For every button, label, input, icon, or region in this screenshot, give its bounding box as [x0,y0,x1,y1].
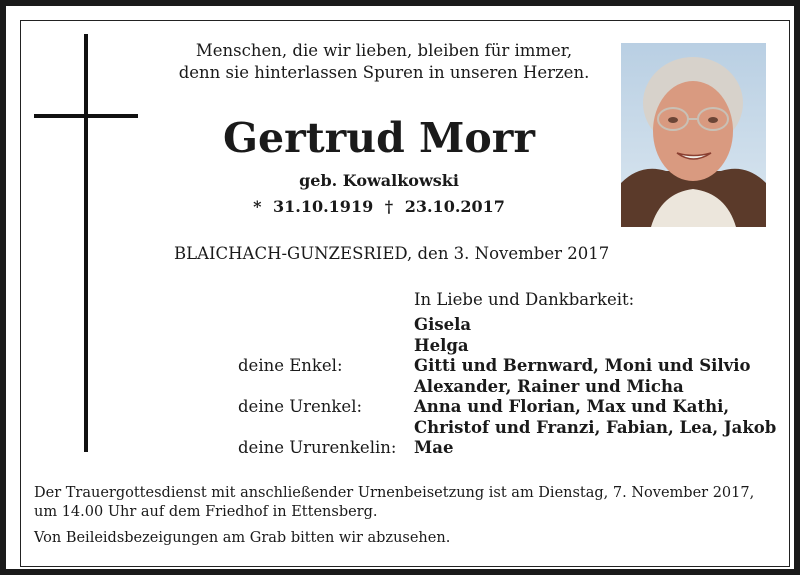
child-name: Gisela [414,315,472,334]
relation-label-great-great-granddaughter: deine Ururenkelin: [238,438,397,457]
service-info [34,484,774,548]
mourners-intro: In Liebe und Dankbarkeit: [414,290,635,309]
portrait-photo-image [621,43,766,227]
grandchildren-names: Alexander, Rainer und Micha [414,376,684,396]
quote-line-2: denn sie hinterlassen Spuren in unseren Herzen. [178,63,590,82]
service-line-1: Der Trauergottesdienst mit anschließender Urnenbeisetzung ist am Dienstag, 7. November 2017, [34,485,755,501]
child-name: Helga [414,335,469,355]
birth-date: * 31.10.1919 [253,197,374,216]
cross-icon-horizontal [34,114,138,118]
quote-line-1: Menschen, die wir lieben, bleiben für immer, [195,41,573,60]
memorial-quote [174,40,594,84]
deceased-name: Gertrud Morr [223,114,535,162]
portrait-photo [621,43,766,227]
condolence-note: Von Beileidsbezeigungen am Grab bitten wir abzusehen. [34,530,451,546]
great-grandchildren-names: Christof und Franzi, Fabian, Lea, Jakob [414,417,777,437]
relation-label-great-grandchildren: deine Urenkel: [238,397,363,416]
great-great-granddaughter-name: Mae [414,438,454,457]
great-grandchildren-names: Anna und Florian, Max und Kathi, [414,397,730,416]
cross-icon-vertical [84,34,88,452]
service-line-2: um 14.00 Uhr auf dem Friedhof in Ettensberg. [34,504,378,520]
death-date: † 23.10.2017 [384,197,505,216]
grandchildren-names: Gitti und Bernward, Moni und Silvio [414,356,751,375]
life-dates [174,196,584,218]
place-and-date: BLAICHACH-GUNZESRIED, den 3. November 2017 [174,244,610,263]
relation-label-grandchildren: deine Enkel: [238,356,343,375]
maiden-name: geb. Kowalkowski [299,171,459,190]
